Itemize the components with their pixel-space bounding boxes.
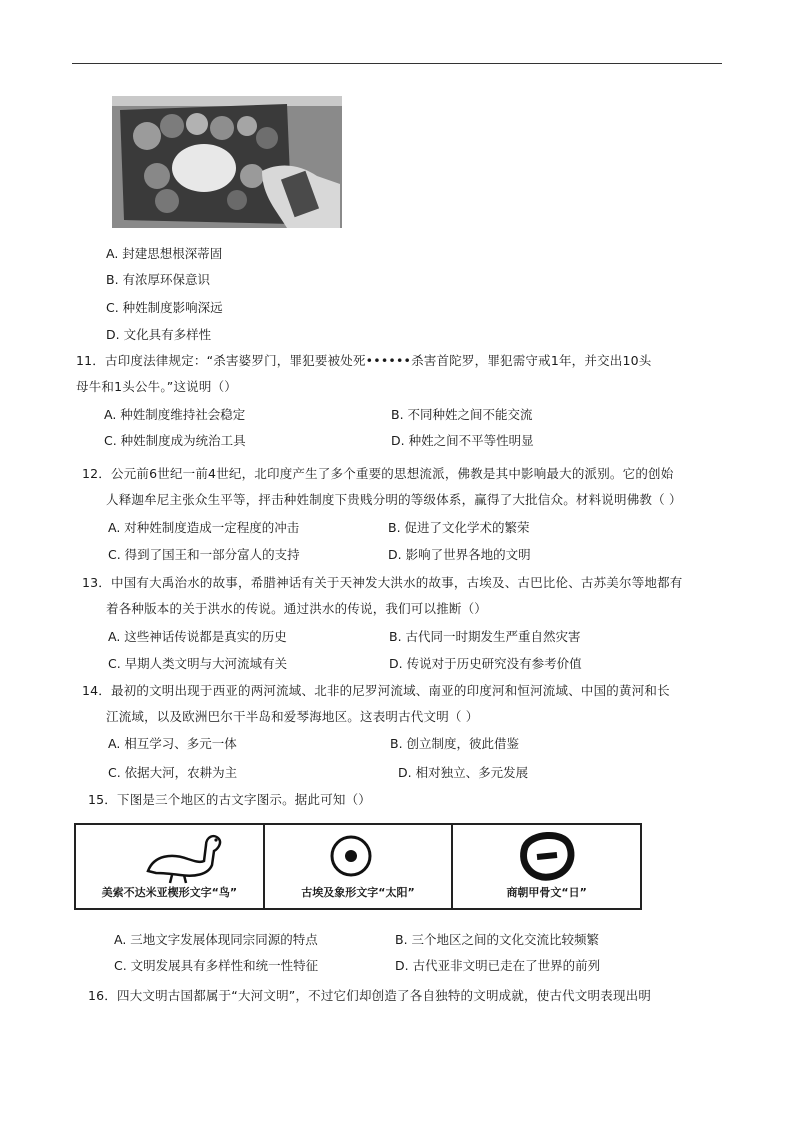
q14-stem-line2: 江流域，以及欧洲巴尔干半岛和爱琴海地区。这表明古代文明（ ） <box>106 709 479 724</box>
bird-glyph-icon <box>76 825 281 885</box>
q12-option-d: D. 影响了世界各地的文明 <box>388 547 531 562</box>
q13-option-a: A. 这些神话传说都是真实的历史 <box>108 629 287 644</box>
q12-option-c: C. 得到了国王和一部分富人的支持 <box>108 547 300 562</box>
cuneiform-caption: 美索不达米亚楔形文字“鸟” <box>101 886 238 899</box>
q13-option-b: B. 古代同一时期发生严重自然灾害 <box>389 629 581 644</box>
q12-stem-line2: 人释迦牟尼主张众生平等，抨击种姓制度下贵贱分明的等级体系，赢得了大批信众。材料说明佛教（ ） <box>106 492 682 507</box>
q13-stem-line2: 着各种版本的关于洪水的传说。通过洪水的传说，我们可以推断（） <box>106 601 488 616</box>
q11-stem-line1: 11．古印度法律规定：“杀害婆罗门，罪犯要被处死••••••杀害首陀罗，罪犯需守戒1年，并交出10头 <box>76 353 652 368</box>
q15-option-d: D. 古代亚非文明已走在了世界的前列 <box>395 958 601 973</box>
food-photo <box>112 96 342 228</box>
q12-stem-line1: 12．公元前6世纪一前4世纪，北印度产生了多个重要的思想流派，佛教是其中影响最大的派别。它的创始 <box>82 466 674 481</box>
q14-stem-line1: 14．最初的文明出现于西亚的两河流域、北非的尼罗河流域、南亚的印度河和恒河流域、中国的黄河和长 <box>82 683 670 698</box>
q14-option-d: D. 相对独立、多元发展 <box>398 765 529 780</box>
ri-glyph-icon <box>453 825 641 885</box>
q16-stem-line1: 16．四大文明古国都属于“大河文明”，不过它们却创造了各自独特的文明成就，使古代文明表现出明 <box>88 988 652 1003</box>
q12-option-a: A. 对种姓制度造成一定程度的冲击 <box>108 520 300 535</box>
ancient-scripts-table <box>74 823 642 910</box>
q15-option-c: C. 文明发展具有多样性和统一性特征 <box>114 958 319 973</box>
q15-option-b: B. 三个地区之间的文化交流比较频繁 <box>395 932 600 947</box>
q13-stem-line1: 13．中国有大禹治水的故事，希腊神话有关于天神发大洪水的故事，古埃及、古巴比伦、古苏美尔等地都有 <box>82 575 683 590</box>
q13-option-c: C. 早期人类文明与大河流域有关 <box>108 656 288 671</box>
hieroglyph-cell <box>265 825 454 908</box>
q14-option-a: A. 相互学习、多元一体 <box>108 736 237 751</box>
q10-option-a: A. 封建思想根深蒂固 <box>106 246 223 261</box>
header-rule <box>72 63 722 64</box>
oracle-bone-caption: 商朝甲骨文“日” <box>506 886 587 899</box>
q10-option-c: C. 种姓制度影响深远 <box>106 300 223 315</box>
q11-option-a: A. 种姓制度维持社会稳定 <box>104 407 246 422</box>
q14-option-c: C. 依据大河，农耕为主 <box>108 765 238 780</box>
q15-stem: 15．下图是三个地区的古文字图示。据此可知（） <box>88 792 372 807</box>
q15-option-a: A. 三地文字发展体现同宗同源的特点 <box>114 932 318 947</box>
q12-option-b: B. 促进了文化学术的繁荣 <box>388 520 530 535</box>
q14-option-b: B. 创立制度，彼此借鉴 <box>390 736 520 751</box>
q11-option-b: B. 不同种姓之间不能交流 <box>391 407 533 422</box>
sun-glyph-icon <box>265 825 437 885</box>
q13-option-d: D. 传说对于历史研究没有参考价值 <box>389 656 582 671</box>
q10-option-b: B. 有浓厚环保意识 <box>106 272 211 287</box>
q10-option-d: D. 文化具有多样性 <box>106 327 212 342</box>
q11-stem-line2: 母牛和1头公牛。”这说明（） <box>76 379 237 394</box>
oracle-bone-cell <box>453 825 640 908</box>
cuneiform-cell <box>76 825 265 908</box>
q11-option-c: C. 种姓制度成为统治工具 <box>104 433 246 448</box>
hieroglyph-caption: 古埃及象形文字“太阳” <box>301 886 415 899</box>
q11-option-d: D. 种姓之间不平等性明显 <box>391 433 534 448</box>
